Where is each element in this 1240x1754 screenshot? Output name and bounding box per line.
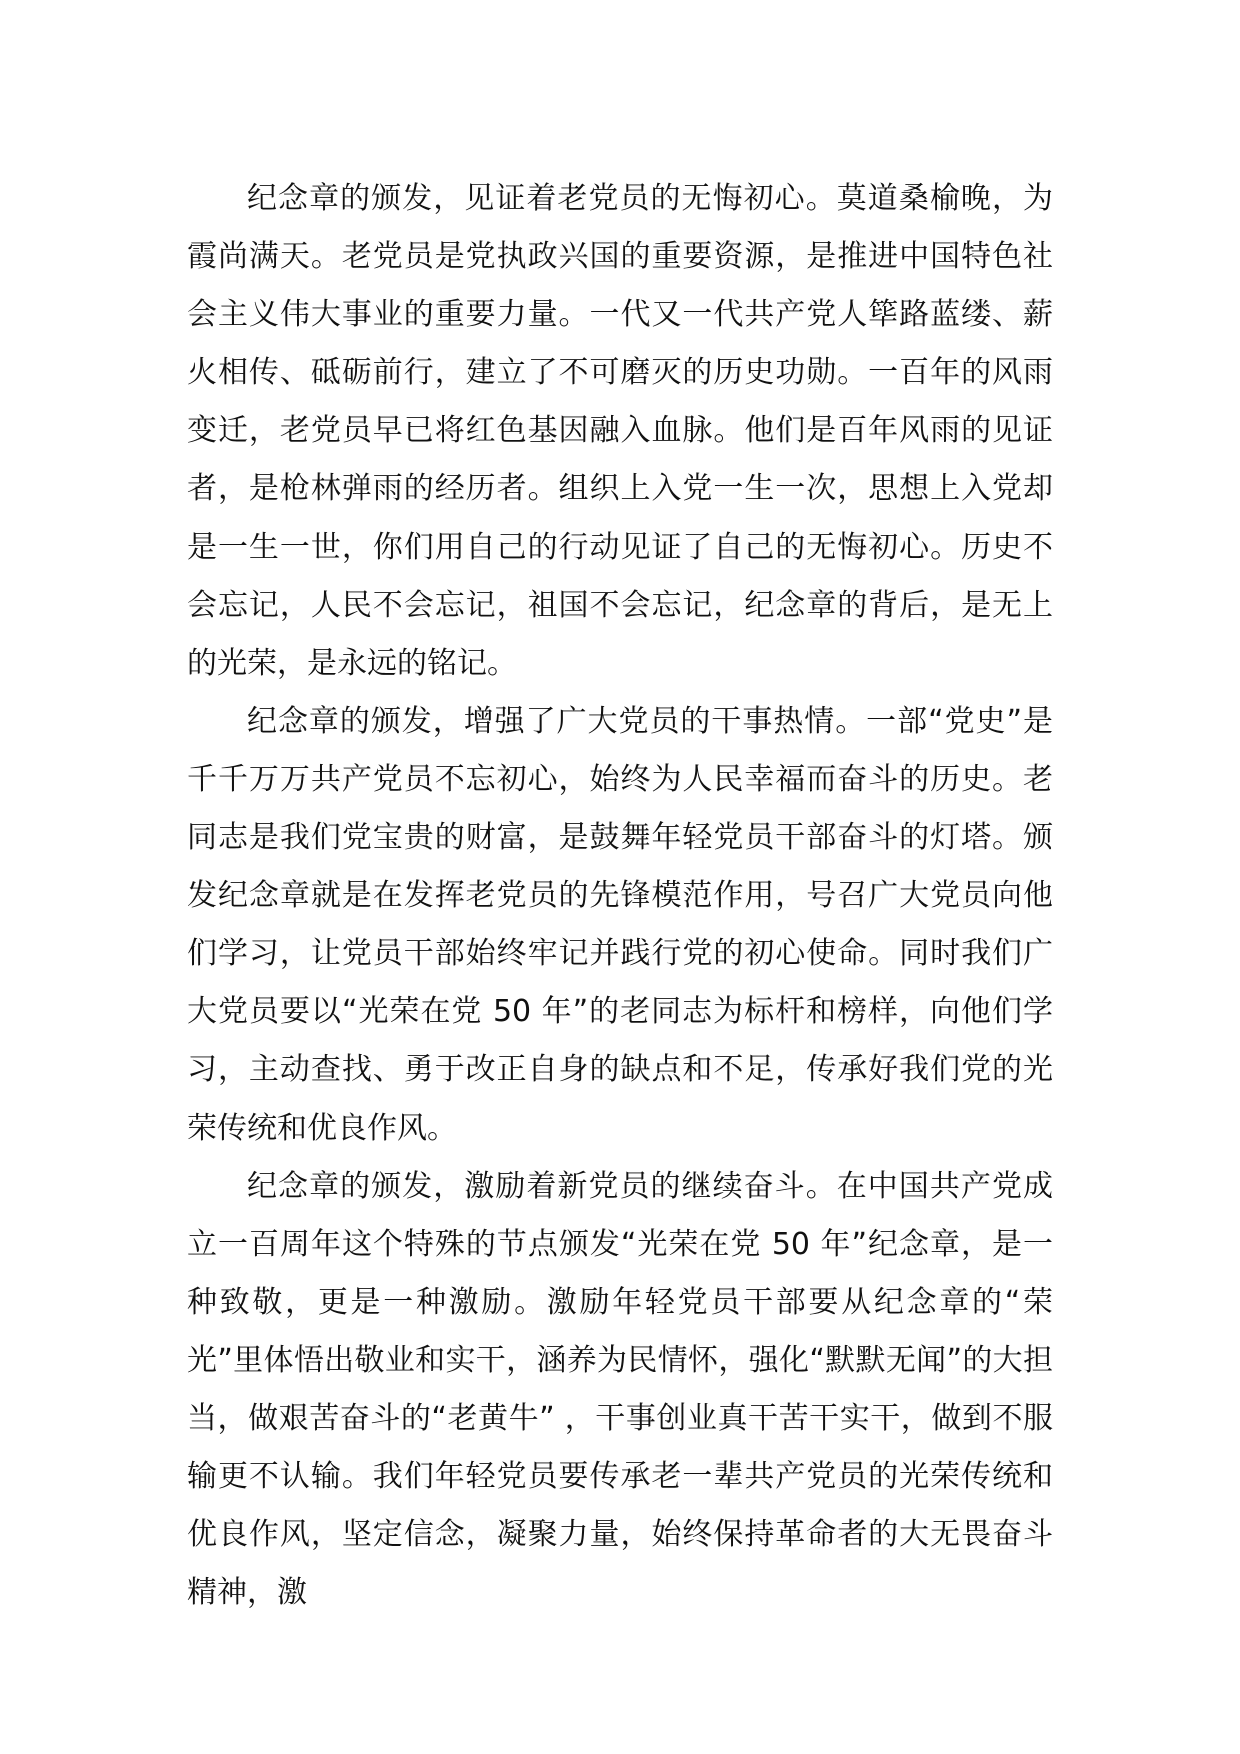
body-text (187, 170, 1053, 1622)
paragraph-2: 纪念章的颁发，增强了广大党员的干事热情。一部“党史”是千千万万共产党员不忘初心，始终为人民幸福而奋斗的历史。老同志是我们党宝贵的财富，是鼓舞年轻党员干部奋斗的灯塔。颁发纪念章就是在发挥老党员的先锋模范作用，号召广大党员向他们学习，让党员干部始终牢记并践行党的初心使命。同时我们广大党员要以“光荣在党 50 年”的老同志为标杆和榜样，向他们学习，主动查找、勇于改正自身的缺点和不足，传承好我们党的光荣传统和优良作风。 (187, 703, 1053, 1146)
paragraph-1: 纪念章的颁发，见证着老党员的无悔初心。莫道桑榆晚，为霞尚满天。老党员是党执政兴国的重要资源，是推进中国特色社会主义伟大事业的重要力量。一代又一代共产党人筚路蓝缕、薪火相传、砥砺前行，建立了不可磨灭的历史功勋。一百年的风雨变迁，老党员早已将红色基因融入血脉。他们是百年风雨的见证者，是枪林弹雨的经历者。组织上入党一生一次，思想上入党却是一生一世，你们用自己的行动见证了自己的无悔初心。历史不会忘记，人民不会忘记，祖国不会忘记，纪念章的背后，是无上的光荣，是永远的铭记。 (187, 181, 1053, 681)
paragraph-3: 纪念章的颁发，激励着新党员的继续奋斗。在中国共产党成立一百周年这个特殊的节点颁发“光荣在党 50 年”纪念章，是一种致敬，更是一种激励。激励年轻党员干部要从纪念章的“荣光”里体悟出敬业和实干，涵养为民情怀，强化“默默无闻”的大担当，做艰苦奋斗的“老黄牛” ，干事创业真干苦干实干，做到不服输更不认输。我们年轻党员要传承老一辈共产党员的光荣传统和优良作风，坚定信念，凝聚力量，始终保持革命者的大无畏奋斗精神，激 (187, 1168, 1053, 1611)
